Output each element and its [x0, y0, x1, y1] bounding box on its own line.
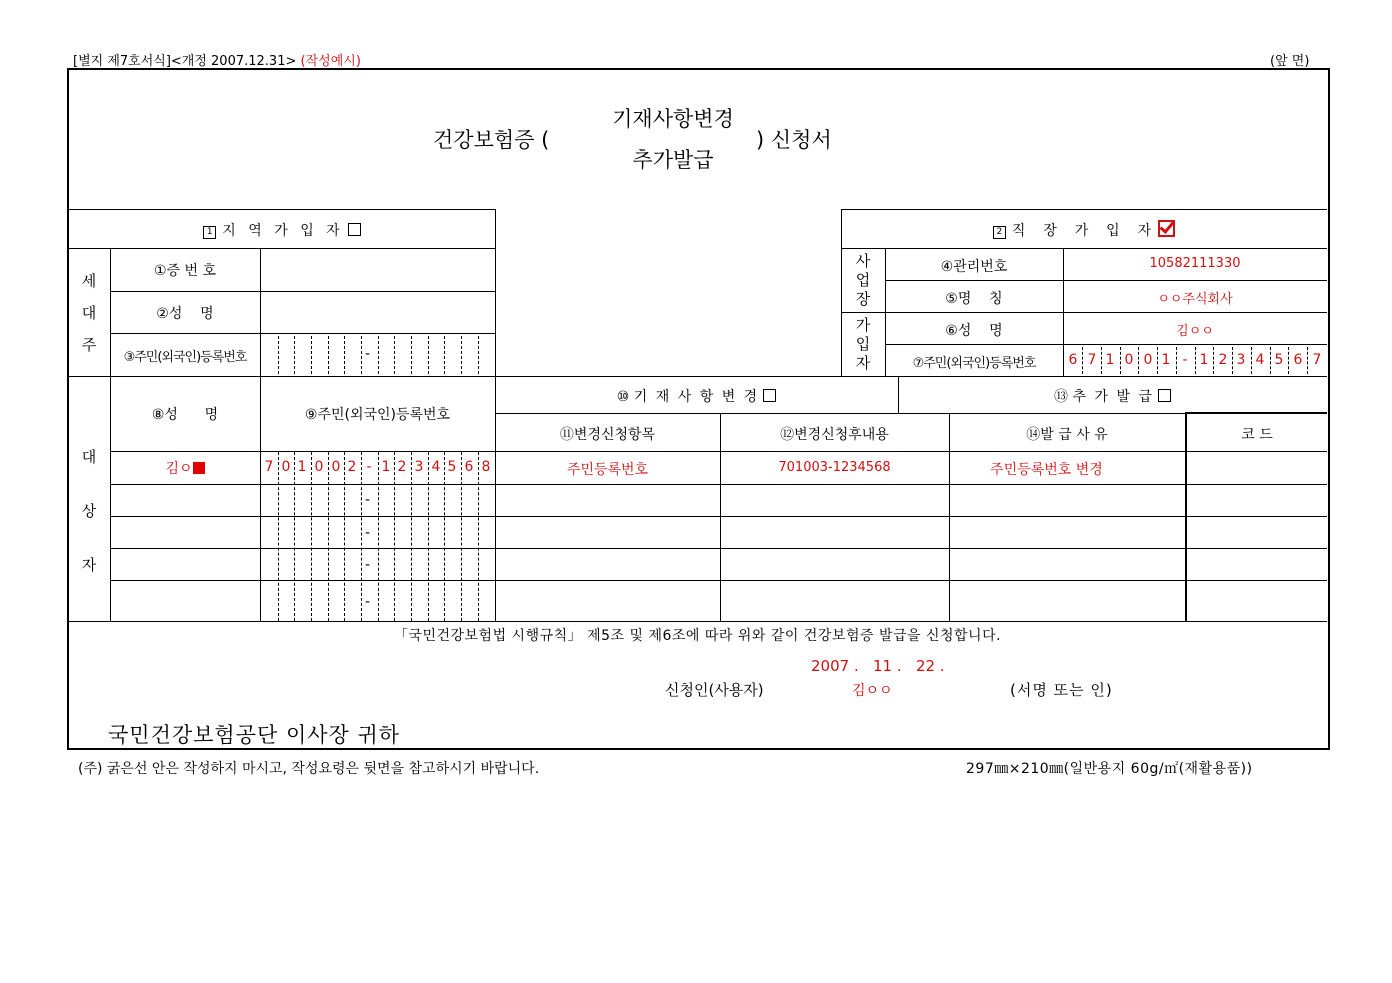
change-section-header — [495, 386, 898, 406]
title-option-change: 기재사항변경 — [612, 107, 734, 131]
target-rrn-header: ⑨주민(외국인)등록번호 — [304, 407, 451, 423]
code-header: 코 드 — [1241, 427, 1273, 443]
householder-rrn-field[interactable] — [261, 334, 495, 376]
sample-label: (작성예시) — [300, 54, 361, 69]
form-title — [0, 100, 1392, 180]
member-name-label: ⑥성 명 — [945, 323, 1003, 339]
member-rrn-value[interactable] — [1064, 345, 1326, 376]
target-row1-reason[interactable]: 주민등록번호 변경 — [990, 462, 1103, 478]
applicant-name[interactable]: 김ㅇㅇ — [852, 683, 893, 699]
rrn-digit: 1 — [1199, 352, 1209, 368]
issue-reason-header: ⑭발 급 사 유 — [1026, 427, 1108, 443]
regional-checkbox[interactable] — [348, 223, 361, 236]
householder-vertical-label: 세 대 주 — [81, 272, 97, 354]
rrn-digit: 1 — [381, 459, 391, 475]
householder-rrn-label: ③주민(외국인)등록번호 — [123, 350, 247, 365]
mgmt-number-value[interactable]: 10582111330 — [1149, 256, 1241, 271]
rrn-digit: 0 — [1124, 352, 1134, 368]
change-item-header: ⑪변경신청항목 — [559, 427, 656, 443]
rrn-digit: 1 — [1161, 352, 1171, 368]
member-vertical-label: 가 입 자 — [855, 316, 871, 372]
signature-label: (서명 또는 인) — [1010, 681, 1113, 699]
rrn-digit: 4 — [431, 459, 441, 475]
target-row1-item[interactable]: 주민등록번호 — [566, 462, 649, 478]
change-checkbox[interactable] — [763, 389, 776, 402]
rrn-dash: - — [365, 346, 371, 362]
company-name-value[interactable]: ㅇㅇ주식회사 — [1157, 292, 1233, 307]
num-10: ⑩ — [616, 389, 630, 405]
rrn-digit: 6 — [1293, 352, 1303, 368]
change-label: 기 재 사 항 변 경 — [633, 389, 760, 405]
page-side-label: (앞 면) — [1270, 54, 1310, 69]
mgmt-number-label: ④관리번호 — [940, 259, 1008, 275]
business-vertical-label: 사 업 장 — [855, 252, 871, 308]
rrn-digit: 3 — [1236, 352, 1246, 368]
rrn-digit: 0 — [331, 459, 341, 475]
rrn-dash: - — [365, 492, 371, 508]
householder-name-label: ②성 명 — [156, 306, 214, 322]
note-paper-size: 297㎜×210㎜(일반용지 60g/㎡(재활용품)) — [966, 761, 1253, 777]
title-suffix: ) 신청서 — [756, 128, 832, 152]
change-content-header: ⑫변경신청후내용 — [780, 427, 889, 443]
rrn-digit: 2 — [397, 459, 407, 475]
rrn-digit: 6 — [464, 459, 474, 475]
workplace-checkbox-checked[interactable] — [1158, 220, 1175, 237]
note-left: (주) 굵은선 안은 작성하지 마시고, 작성요령은 뒷면을 참고하시기 바랍니다. — [78, 761, 540, 777]
rrn-digit: 5 — [447, 459, 457, 475]
rrn-dash: - — [365, 594, 371, 610]
rrn-dash: - — [365, 557, 371, 573]
rrn-digit: - — [366, 459, 372, 475]
application-date[interactable]: 2007 . 11 . 22 . — [811, 657, 945, 675]
rrn-digit: 1 — [297, 459, 307, 475]
rrn-digit: 2 — [1218, 352, 1228, 368]
target-vertical-label: 대 상 자 — [81, 448, 97, 574]
reissue-label: 추 가 발 급 — [1072, 389, 1154, 405]
workplace-subscriber-header — [841, 220, 1327, 240]
rrn-digit: 3 — [414, 459, 424, 475]
card-number-label: ①증 번 호 — [153, 263, 217, 279]
form-number-text: [별지 제7호서식]<개정 2007.12.31> — [73, 54, 297, 69]
applicant-label: 신청인(사용자) — [665, 681, 764, 699]
target-row1-name[interactable] — [110, 458, 260, 478]
target-row1-name-text: 김ㅇ — [165, 461, 193, 477]
rrn-digit: - — [1182, 352, 1188, 368]
rrn-digit: 1 — [1105, 352, 1115, 368]
application-statement: 「국민건강보험법 시행규칙」 제5조 및 제6조에 따라 위와 같이 건강보험증 발급을 신청합니다. — [393, 628, 1002, 644]
rrn-digit: 5 — [1274, 352, 1284, 368]
rrn-digit: 7 — [1087, 352, 1097, 368]
rrn-digit: 7 — [1312, 352, 1322, 368]
target-row1-rrn[interactable] — [261, 452, 495, 484]
workplace-label: 직 장 가 입 자 — [1011, 223, 1155, 239]
rrn-digit: 6 — [1068, 352, 1078, 368]
form-number — [73, 50, 361, 69]
member-rrn-label: ⑦주민(외국인)등록번호 — [912, 356, 1036, 371]
rrn-dash: - — [365, 525, 371, 541]
target-row1-content[interactable]: 701003-1234568 — [778, 460, 891, 475]
regional-label: 지 역 가 입 자 — [222, 223, 344, 239]
rrn-digit: 4 — [1255, 352, 1265, 368]
rrn-digit: 0 — [1143, 352, 1153, 368]
reissue-section-header — [898, 386, 1327, 406]
rrn-digit: 7 — [264, 459, 274, 475]
addressee: 국민건강보험공단 이사장 귀하 — [108, 723, 401, 747]
title-option-add: 추가발급 — [632, 148, 714, 172]
target-name-header: ⑧성 명 — [151, 407, 219, 423]
num-1-box: 1 — [203, 226, 216, 239]
num-2-box: 2 — [993, 226, 1006, 239]
regional-subscriber-header — [68, 220, 496, 240]
reissue-checkbox[interactable] — [1158, 389, 1171, 402]
rrn-digit: 2 — [347, 459, 357, 475]
rrn-digit: 8 — [481, 459, 491, 475]
member-name-value[interactable]: 김ㅇㅇ — [1176, 324, 1214, 339]
rrn-digit: 0 — [281, 459, 291, 475]
rrn-digit: 0 — [314, 459, 324, 475]
title-prefix: 건강보험증 ( — [433, 128, 550, 152]
num-13: ⑬ — [1054, 389, 1069, 405]
redaction-mark — [193, 462, 205, 474]
company-name-label: ⑤명 칭 — [945, 291, 1003, 307]
